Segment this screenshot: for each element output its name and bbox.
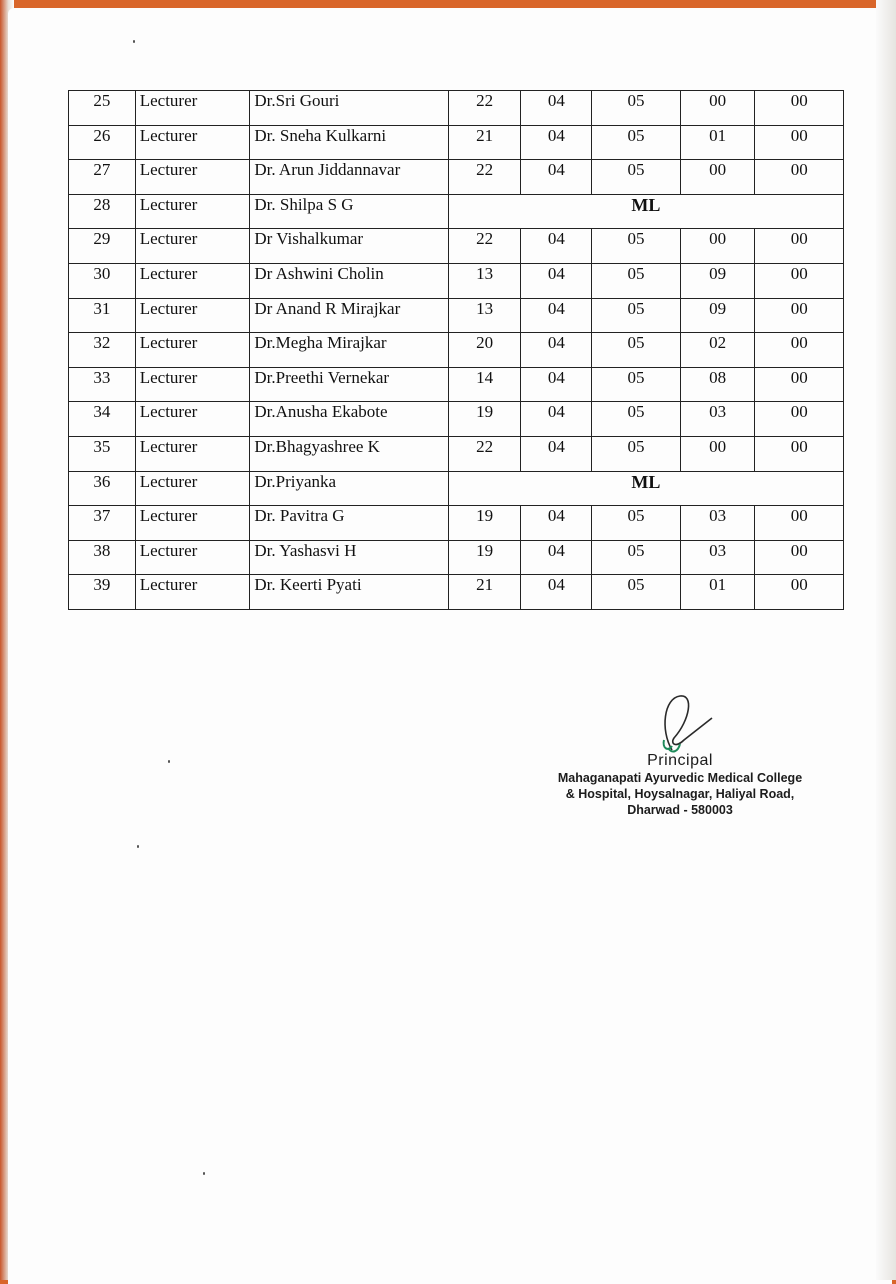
signature-icon <box>650 690 730 760</box>
value-cell: 04 <box>521 436 592 471</box>
designation-cell: Lecturer <box>135 367 250 402</box>
value-cell: 00 <box>755 91 844 126</box>
name-cell: Dr Anand R Mirajkar <box>250 298 448 333</box>
designation-cell: Lecturer <box>135 125 250 160</box>
value-cell: 00 <box>680 160 755 195</box>
value-cell: 05 <box>592 367 681 402</box>
name-cell: Dr.Megha Mirajkar <box>250 333 448 368</box>
serial-number-cell: 38 <box>69 540 136 575</box>
serial-number-cell: 27 <box>69 160 136 195</box>
name-cell: Dr. Yashasvi H <box>250 540 448 575</box>
value-cell: 05 <box>592 160 681 195</box>
name-cell: Dr.Preethi Vernekar <box>250 367 448 402</box>
name-cell: Dr.Sri Gouri <box>250 91 448 126</box>
value-cell: 03 <box>680 540 755 575</box>
table-row <box>69 575 844 610</box>
serial-number-cell: 28 <box>69 194 136 229</box>
designation-cell: Lecturer <box>135 160 250 195</box>
value-cell: 05 <box>592 540 681 575</box>
table-row <box>69 125 844 160</box>
value-cell: 04 <box>521 298 592 333</box>
value-cell: 04 <box>521 263 592 298</box>
designation-cell: Lecturer <box>135 229 250 264</box>
value-cell: 21 <box>448 575 521 610</box>
value-cell: 09 <box>680 263 755 298</box>
serial-number-cell: 34 <box>69 402 136 437</box>
serial-number-cell: 33 <box>69 367 136 402</box>
table-row <box>69 160 844 195</box>
table-row <box>69 194 844 229</box>
designation-cell: Lecturer <box>135 575 250 610</box>
table-row <box>69 436 844 471</box>
value-cell: 22 <box>448 91 521 126</box>
serial-number-cell: 32 <box>69 333 136 368</box>
signatory-title: Principal <box>647 752 713 769</box>
signature-block <box>540 690 820 818</box>
value-cell: 20 <box>448 333 521 368</box>
value-cell: 05 <box>592 402 681 437</box>
leave-status-cell: ML <box>448 471 843 506</box>
value-cell: 05 <box>592 263 681 298</box>
value-cell: 00 <box>755 229 844 264</box>
attendance-table <box>68 90 844 610</box>
institution-name: Mahaganapati Ayurvedic Medical College <box>557 771 803 785</box>
value-cell: 04 <box>521 229 592 264</box>
value-cell: 00 <box>755 298 844 333</box>
value-cell: 00 <box>755 160 844 195</box>
table-row <box>69 540 844 575</box>
value-cell: 05 <box>592 91 681 126</box>
leave-status-cell: ML <box>448 194 843 229</box>
value-cell: 01 <box>680 125 755 160</box>
value-cell: 00 <box>755 333 844 368</box>
designation-cell: Lecturer <box>135 91 250 126</box>
value-cell: 13 <box>448 298 521 333</box>
value-cell: 05 <box>592 506 681 541</box>
value-cell: 04 <box>521 367 592 402</box>
serial-number-cell: 31 <box>69 298 136 333</box>
serial-number-cell: 29 <box>69 229 136 264</box>
value-cell: 00 <box>680 436 755 471</box>
value-cell: 19 <box>448 402 521 437</box>
table-row <box>69 402 844 437</box>
page-edge-right <box>876 0 896 1280</box>
value-cell: 05 <box>592 229 681 264</box>
designation-cell: Lecturer <box>135 402 250 437</box>
value-cell: 02 <box>680 333 755 368</box>
value-cell: 00 <box>680 229 755 264</box>
value-cell: 13 <box>448 263 521 298</box>
serial-number-cell: 36 <box>69 471 136 506</box>
value-cell: 00 <box>755 436 844 471</box>
table-row <box>69 298 844 333</box>
paper-speck <box>137 845 139 848</box>
designation-cell: Lecturer <box>135 506 250 541</box>
name-cell: Dr. Sneha Kulkarni <box>250 125 448 160</box>
paper-speck <box>203 1172 205 1175</box>
value-cell: 22 <box>448 229 521 264</box>
table-row <box>69 91 844 126</box>
value-cell: 04 <box>521 402 592 437</box>
value-cell: 08 <box>680 367 755 402</box>
value-cell: 19 <box>448 506 521 541</box>
value-cell: 04 <box>521 575 592 610</box>
name-cell: Dr Vishalkumar <box>250 229 448 264</box>
value-cell: 00 <box>755 367 844 402</box>
table-row <box>69 263 844 298</box>
serial-number-cell: 30 <box>69 263 136 298</box>
value-cell: 04 <box>521 160 592 195</box>
value-cell: 04 <box>521 333 592 368</box>
designation-cell: Lecturer <box>135 194 250 229</box>
paper-speck <box>133 40 135 43</box>
name-cell: Dr.Anusha Ekabote <box>250 402 448 437</box>
value-cell: 05 <box>592 298 681 333</box>
designation-cell: Lecturer <box>135 263 250 298</box>
value-cell: 14 <box>448 367 521 402</box>
value-cell: 04 <box>521 125 592 160</box>
institution-city: Dharwad - 580003 <box>627 803 733 817</box>
value-cell: 00 <box>755 402 844 437</box>
value-cell: 00 <box>755 506 844 541</box>
value-cell: 00 <box>755 263 844 298</box>
name-cell: Dr.Bhagyashree K <box>250 436 448 471</box>
designation-cell: Lecturer <box>135 298 250 333</box>
designation-cell: Lecturer <box>135 540 250 575</box>
institution-address: & Hospital, Hoysalnagar, Haliyal Road, <box>565 787 795 801</box>
value-cell: 03 <box>680 402 755 437</box>
value-cell: 05 <box>592 436 681 471</box>
designation-cell: Lecturer <box>135 471 250 506</box>
value-cell: 00 <box>755 125 844 160</box>
value-cell: 05 <box>592 333 681 368</box>
serial-number-cell: 35 <box>69 436 136 471</box>
name-cell: Dr.Priyanka <box>250 471 448 506</box>
value-cell: 05 <box>592 125 681 160</box>
serial-number-cell: 39 <box>69 575 136 610</box>
name-cell: Dr Ashwini Cholin <box>250 263 448 298</box>
table-row <box>69 333 844 368</box>
value-cell: 03 <box>680 506 755 541</box>
table-row <box>69 367 844 402</box>
value-cell: 05 <box>592 575 681 610</box>
value-cell: 00 <box>755 575 844 610</box>
designation-cell: Lecturer <box>135 436 250 471</box>
value-cell: 04 <box>521 91 592 126</box>
value-cell: 00 <box>755 540 844 575</box>
designation-cell: Lecturer <box>135 333 250 368</box>
value-cell: 04 <box>521 506 592 541</box>
value-cell: 22 <box>448 436 521 471</box>
table-row <box>69 506 844 541</box>
name-cell: Dr. Pavitra G <box>250 506 448 541</box>
value-cell: 19 <box>448 540 521 575</box>
serial-number-cell: 37 <box>69 506 136 541</box>
table-row <box>69 229 844 264</box>
value-cell: 00 <box>680 91 755 126</box>
table-row <box>69 471 844 506</box>
serial-number-cell: 25 <box>69 91 136 126</box>
name-cell: Dr. Keerti Pyati <box>250 575 448 610</box>
serial-number-cell: 26 <box>69 125 136 160</box>
name-cell: Dr. Shilpa S G <box>250 194 448 229</box>
value-cell: 01 <box>680 575 755 610</box>
value-cell: 21 <box>448 125 521 160</box>
value-cell: 22 <box>448 160 521 195</box>
value-cell: 04 <box>521 540 592 575</box>
value-cell: 09 <box>680 298 755 333</box>
name-cell: Dr. Arun Jiddannavar <box>250 160 448 195</box>
paper-speck <box>168 760 170 763</box>
